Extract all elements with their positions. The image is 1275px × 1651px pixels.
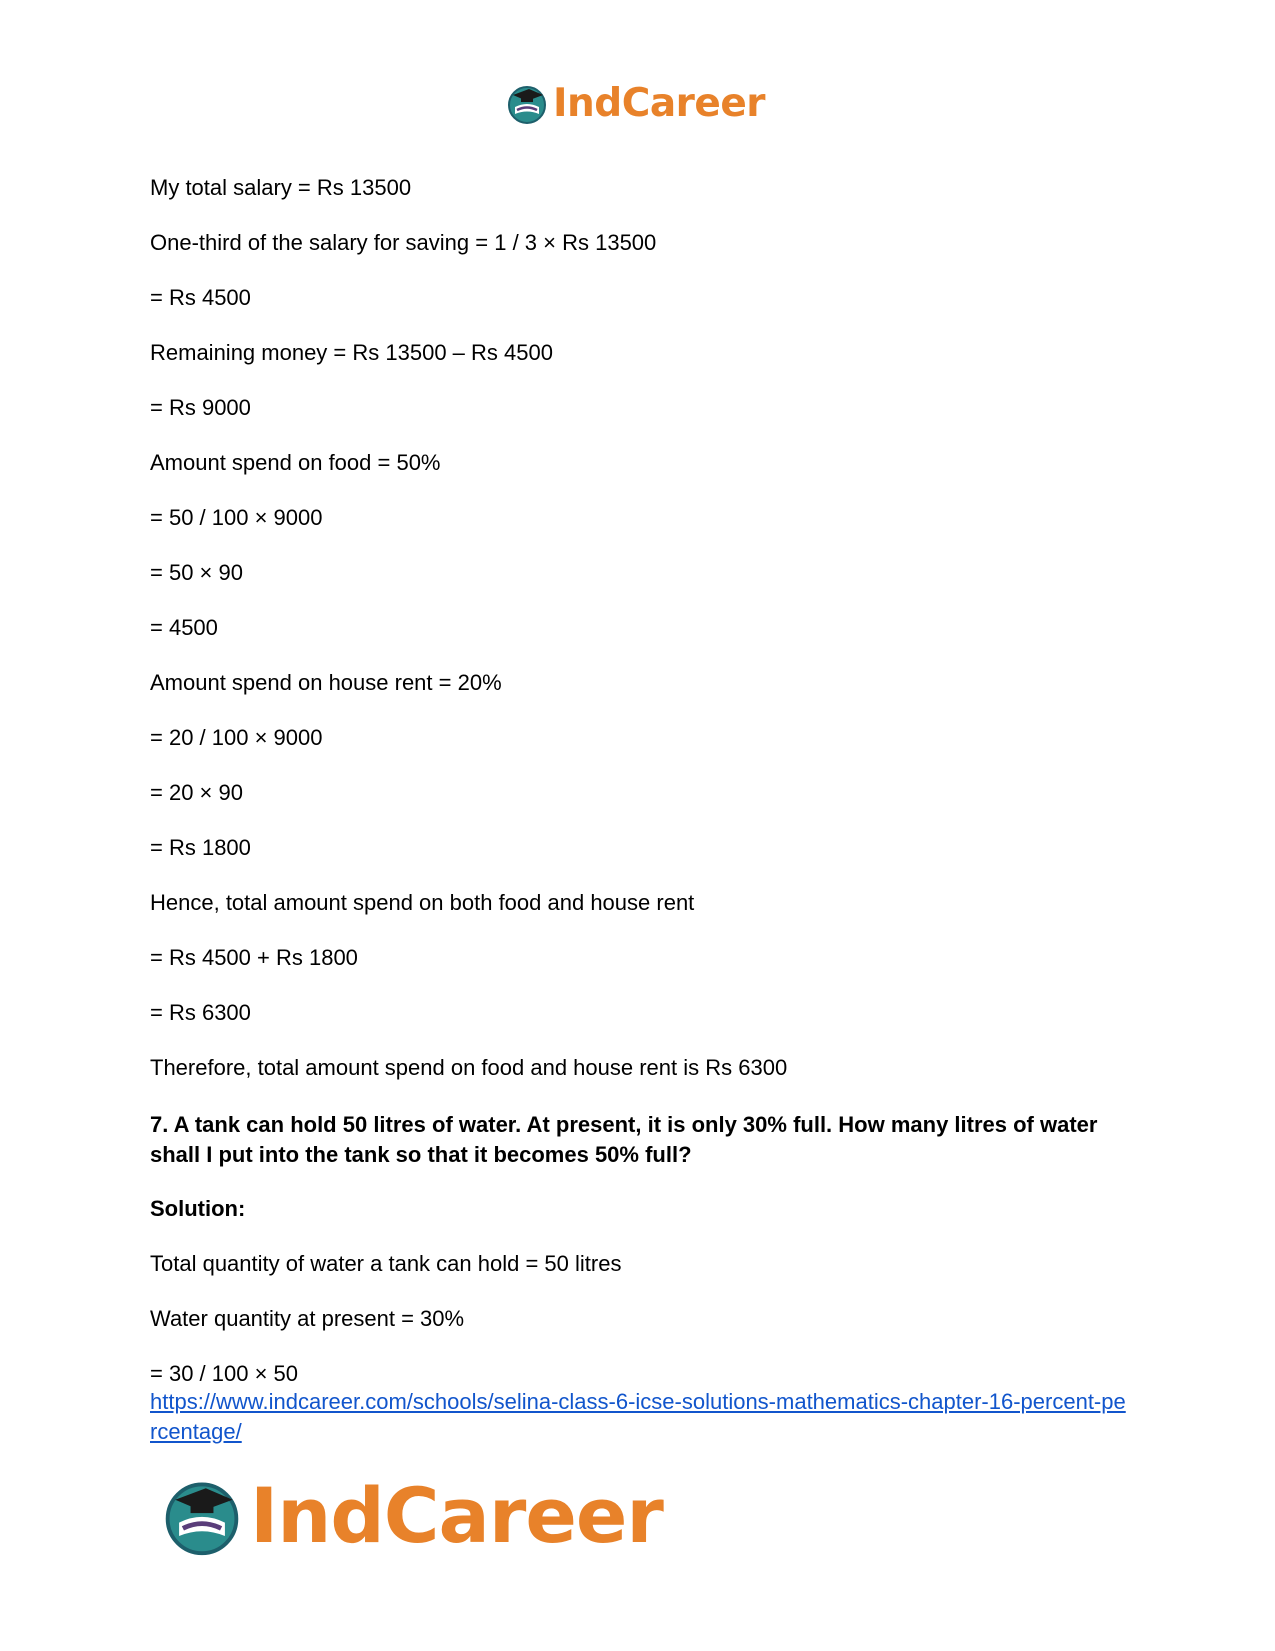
document-body xyxy=(150,175,1130,1447)
calculation-line: Total quantity of water a tank can hold = 50 litres xyxy=(150,1251,622,1276)
question-7: 7. A tank can hold 50 litres of water. At present, it is only 30% full. How many litres of water shall I put into the tank so that it becomes 50% full? xyxy=(150,1112,1098,1167)
calculation-block-1 xyxy=(150,175,1130,1081)
footer-logo-text: IndCareer xyxy=(250,1470,663,1560)
calculation-line: Therefore, total amount spend on food and house rent is Rs 6300 xyxy=(150,1055,788,1080)
calculation-line: = 4500 xyxy=(150,615,218,640)
footer-logo xyxy=(160,1470,663,1560)
calculation-line: My total salary = Rs 13500 xyxy=(150,175,412,200)
calculation-line: = 50 / 100 × 9000 xyxy=(150,505,323,530)
calculation-line: = Rs 4500 xyxy=(150,285,251,310)
source-link[interactable]: https://www.indcareer.com/schools/selina-class-6-icse-solutions-mathematics-chapter-16-percent-percentage/ xyxy=(150,1389,1126,1444)
calculation-line: = 20 / 100 × 9000 xyxy=(150,725,323,750)
calculation-line: = 50 × 90 xyxy=(150,560,243,585)
calculation-line: Amount spend on house rent = 20% xyxy=(150,670,502,695)
calculation-line: Hence, total amount spend on both food and house rent xyxy=(150,890,695,915)
graduation-cap-globe-icon xyxy=(505,81,549,125)
calculation-line: = Rs 1800 xyxy=(150,835,251,860)
header-logo xyxy=(505,78,765,128)
calculation-line: = Rs 6300 xyxy=(150,1000,251,1025)
calculation-line: Remaining money = Rs 13500 – Rs 4500 xyxy=(150,340,553,365)
calculation-line: Water quantity at present = 30% xyxy=(150,1306,465,1331)
calculation-line: = 20 × 90 xyxy=(150,780,243,805)
calculation-block-2 xyxy=(150,1251,1130,1332)
calculation-line: = 30 / 100 × 50 xyxy=(150,1361,299,1386)
calculation-line: = Rs 9000 xyxy=(150,395,251,420)
calculation-line: One-third of the salary for saving = 1 / 3 × Rs 13500 xyxy=(150,230,657,255)
calculation-line: Amount spend on food = 50% xyxy=(150,450,441,475)
graduation-cap-globe-icon xyxy=(160,1473,244,1557)
header-logo-text: IndCareer xyxy=(553,80,765,126)
solution-label: Solution: xyxy=(150,1196,246,1221)
calculation-line: = Rs 4500 + Rs 1800 xyxy=(150,945,358,970)
